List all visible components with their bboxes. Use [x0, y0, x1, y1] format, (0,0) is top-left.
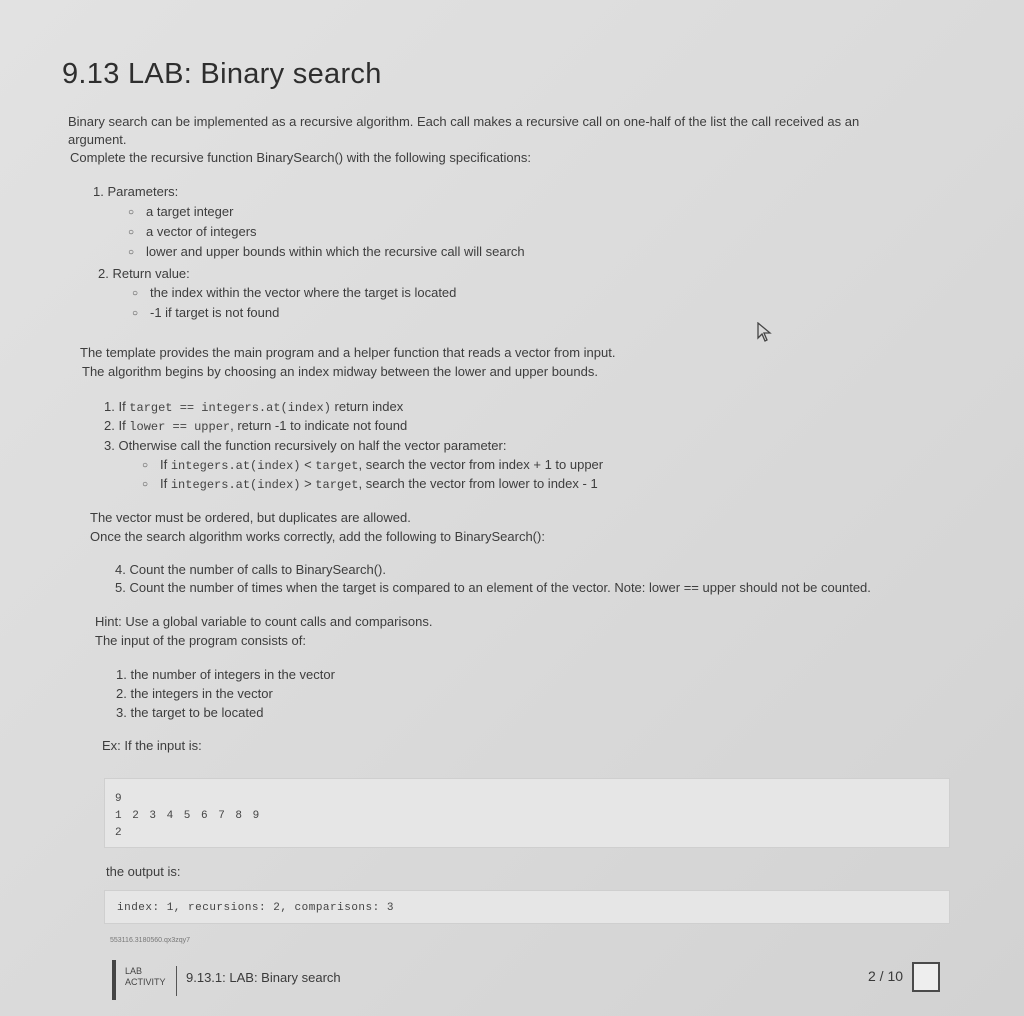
- mouse-cursor-icon: [756, 322, 772, 342]
- intro-line-1: Binary search can be implemented as a recursive algorithm. Each call makes a recursive call on one-half of the list the call received as an: [68, 114, 860, 129]
- parameter-item: ○ a vector of integers: [146, 224, 257, 240]
- template-line-2: The algorithm begins by choosing an index midway between the lower and upper bounds.: [82, 364, 598, 379]
- algorithm-step-1: 1. If target == integers.at(index) return index: [104, 399, 404, 415]
- algorithm-bullet-2: ○ If integers.at(index) > target, search the vector from lower to index - 1: [160, 476, 598, 493]
- page-title: 9.13 LAB: Binary search: [62, 58, 382, 90]
- parameters-label: 1. Parameters:: [93, 184, 179, 199]
- input-line: 1 2 3 4 5 6 7 8 9: [115, 810, 262, 822]
- ordered-line-2: Once the search algorithm works correctly, add the following to BinarySearch():: [90, 529, 545, 544]
- parameter-item: ○ lower and upper bounds within which the recursive call will search: [146, 244, 525, 260]
- ordered-line-1: The vector must be ordered, but duplicates are allowed.: [90, 510, 411, 525]
- input-item: 2. the integers in the vector: [116, 686, 273, 701]
- output-label: the output is:: [106, 864, 181, 879]
- algorithm-step-3: 3. Otherwise call the function recursively on half the vector parameter:: [104, 438, 507, 453]
- addition-step-5: 5. Count the number of times when the target is compared to an element of the vector. Note: lower == upper should not be counted.: [115, 580, 871, 595]
- input-line: 2: [115, 827, 122, 839]
- return-item: ○ the index within the vector where the target is located: [150, 285, 456, 301]
- input-item: 1. the number of integers in the vector: [116, 667, 335, 682]
- input-line: 9: [115, 793, 122, 805]
- addition-step-4: 4. Count the number of calls to BinarySearch().: [115, 562, 386, 577]
- lab-id-string: 553116.3180560.qx3zqy7: [110, 937, 191, 944]
- parameter-item: ○ a target integer: [146, 204, 233, 220]
- example-label: Ex: If the input is:: [102, 738, 202, 753]
- lab-activity-label: LAB ACTIVITY: [125, 966, 166, 987]
- template-line-1: The template provides the main program and a helper function that reads a vector from input.: [80, 345, 616, 360]
- hint-line-2: The input of the program consists of:: [95, 633, 306, 648]
- return-item: ○ -1 if target is not found: [150, 305, 279, 321]
- completion-box-icon[interactable]: [912, 962, 940, 992]
- activity-progress: 2 / 10: [868, 968, 904, 984]
- footer-divider: [176, 966, 177, 996]
- example-input-box: [104, 778, 950, 848]
- algorithm-step-2: 2. If lower == upper, return -1 to indicate not found: [104, 418, 408, 434]
- algorithm-bullet-1: ○ If integers.at(index) < target, search the vector from index + 1 to upper: [160, 457, 603, 474]
- return-label: 2. Return value:: [98, 266, 190, 281]
- intro-line-3: Complete the recursive function BinarySearch() with the following specifications:: [70, 150, 531, 165]
- intro-line-2: argument.: [68, 132, 127, 147]
- output-line: index: 1, recursions: 2, comparisons: 3: [117, 902, 394, 914]
- input-item: 3. the target to be located: [116, 705, 264, 720]
- activity-accent-bar: [112, 960, 116, 1000]
- hint-line-1: Hint: Use a global variable to count calls and comparisons.: [95, 614, 433, 629]
- activity-title: 9.13.1: LAB: Binary search: [186, 970, 341, 985]
- example-output-box: [104, 890, 950, 924]
